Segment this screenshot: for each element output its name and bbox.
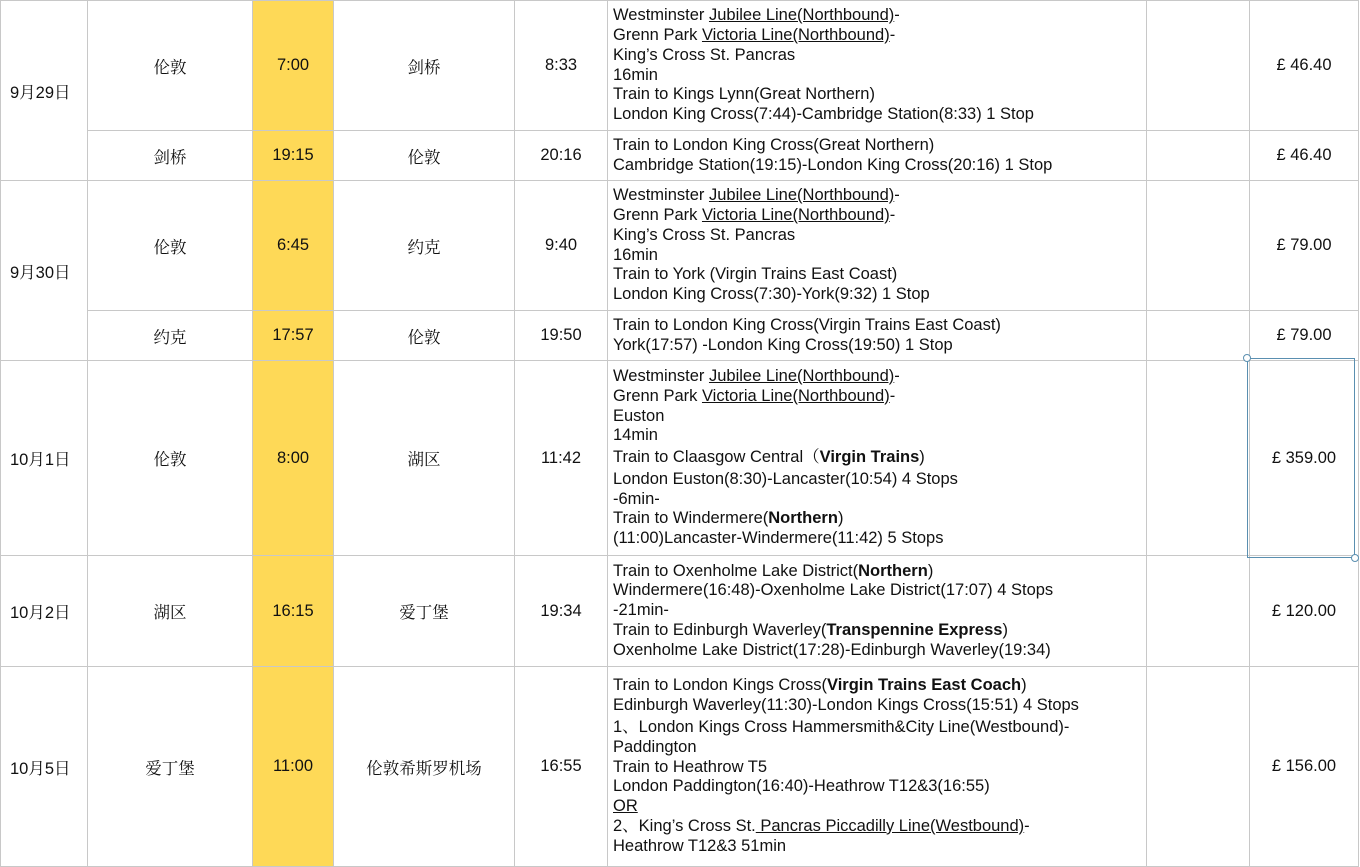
price-cell[interactable]: £ 79.00 xyxy=(1250,181,1359,311)
date-cell[interactable]: 9月29日 xyxy=(1,1,88,181)
route-detail-cell[interactable] xyxy=(608,1,1147,131)
price-cell[interactable]: £ 46.40 xyxy=(1250,131,1359,181)
route-text: Grenn Park xyxy=(613,25,702,44)
empty-cell[interactable] xyxy=(1147,556,1250,667)
route-line xyxy=(613,738,1146,758)
route-line xyxy=(613,186,1146,206)
route-text: Cambridge Station(19:15)-London King Cross(20:16) 1 Stop xyxy=(613,155,1053,174)
route-detail-cell[interactable] xyxy=(608,311,1147,361)
route-text: York(17:57) -London King Cross(19:50) 1 Stop xyxy=(613,335,953,354)
route-line xyxy=(613,105,1146,125)
route-text: 1、London Kings Cross Hammersmith&City Line(Westbound)- xyxy=(613,718,1070,736)
depart-time-cell[interactable]: 7:00 xyxy=(253,1,334,131)
price-cell[interactable]: £ 359.00 xyxy=(1250,361,1359,556)
arrive-time-cell[interactable]: 19:50 xyxy=(515,311,608,361)
route-line xyxy=(613,426,1146,446)
depart-time-cell[interactable]: 17:57 xyxy=(253,311,334,361)
route-line xyxy=(613,676,1146,696)
route-line xyxy=(613,509,1146,529)
route-text: Victoria Line(Northbound) xyxy=(701,386,890,405)
arrive-time-cell[interactable]: 9:40 xyxy=(515,181,608,311)
route-line xyxy=(613,529,1146,549)
route-text: Train to Edinburgh Waverley( xyxy=(613,620,827,639)
route-text: - xyxy=(889,205,896,224)
route-text: Train to Windermere( xyxy=(613,509,769,528)
route-line xyxy=(613,490,1146,510)
route-text: Pancras Piccadilly Line(Westbound) xyxy=(755,816,1025,835)
route-text: Victoria Line(Northbound) xyxy=(701,25,890,44)
route-text: Jubilee Line(Northbound) xyxy=(708,366,895,385)
from-city-cell[interactable]: 伦敦 xyxy=(88,181,253,311)
route-text: Grenn Park xyxy=(613,386,702,405)
route-text: Train to Claasgow Central（ xyxy=(613,448,820,467)
route-text: (11:00)Lancaster-Windermere(11:42) 5 Stops xyxy=(613,529,944,548)
route-text: Virgin Trains East Coach xyxy=(827,676,1022,695)
from-city-cell[interactable]: 爱丁堡 xyxy=(88,667,253,867)
route-text: London Euston(8:30)-Lancaster(10:54) 4 Stops xyxy=(613,469,958,488)
price-cell[interactable]: £ 120.00 xyxy=(1250,556,1359,667)
route-text: Train to London King Cross(Great Northern) xyxy=(613,135,935,154)
route-text: Edinburgh Waverley(11:30)-London Kings Cross(15:51) 4 Stops xyxy=(613,696,1079,715)
route-line xyxy=(613,367,1146,387)
to-city-cell[interactable]: 湖区 xyxy=(334,361,515,556)
route-text: Grenn Park xyxy=(613,205,702,224)
depart-time-cell[interactable]: 19:15 xyxy=(253,131,334,181)
empty-cell[interactable] xyxy=(1147,667,1250,867)
route-text: King’s Cross St. Pancras xyxy=(613,225,796,244)
route-text: ) xyxy=(919,448,925,467)
route-text: Northern xyxy=(768,509,838,528)
from-city-cell[interactable]: 伦敦 xyxy=(88,361,253,556)
route-line xyxy=(613,448,1146,468)
route-text: Train to Oxenholme Lake District( xyxy=(613,561,859,580)
route-line xyxy=(613,6,1146,26)
depart-time-cell[interactable]: 11:00 xyxy=(253,667,334,867)
date-cell[interactable]: 10月1日 xyxy=(1,361,88,556)
route-line xyxy=(613,837,1146,857)
price-cell[interactable]: £ 156.00 xyxy=(1250,667,1359,867)
route-line xyxy=(613,696,1146,716)
route-text: Oxenholme Lake District(17:28)-Edinburgh Waverley(19:34) xyxy=(613,640,1051,659)
price-cell[interactable]: £ 79.00 xyxy=(1250,311,1359,361)
arrive-time-cell[interactable]: 16:55 xyxy=(515,667,608,867)
route-text: - xyxy=(894,6,900,25)
route-text: Euston xyxy=(613,406,665,425)
route-text: Heathrow T12&3 51min xyxy=(613,836,787,855)
arrive-time-cell[interactable]: 8:33 xyxy=(515,1,608,131)
to-city-cell[interactable]: 伦敦希斯罗机场 xyxy=(334,667,515,867)
route-line xyxy=(613,156,1146,176)
route-text: Transpennine Express xyxy=(826,620,1003,639)
route-detail-cell[interactable] xyxy=(608,667,1147,867)
route-line xyxy=(613,581,1146,601)
to-city-cell[interactable]: 伦敦 xyxy=(334,131,515,181)
depart-time-cell[interactable]: 6:45 xyxy=(253,181,334,311)
from-city-cell[interactable]: 湖区 xyxy=(88,556,253,667)
route-line xyxy=(613,85,1146,105)
empty-cell[interactable] xyxy=(1147,181,1250,311)
price-cell[interactable]: £ 46.40 xyxy=(1250,1,1359,131)
route-text: - xyxy=(889,25,896,44)
empty-cell[interactable] xyxy=(1147,1,1250,131)
route-text: Virgin Trains xyxy=(819,448,920,467)
table-row xyxy=(1,667,1359,867)
route-text: Train to Kings Lynn(Great Northern) xyxy=(613,85,875,104)
route-text: Westminster xyxy=(613,186,709,205)
from-city-cell[interactable]: 剑桥 xyxy=(88,131,253,181)
arrive-time-cell[interactable]: 11:42 xyxy=(515,361,608,556)
date-cell[interactable]: 10月5日 xyxy=(1,667,88,867)
route-text: Paddington xyxy=(613,737,697,756)
route-line xyxy=(613,246,1146,266)
route-text: - xyxy=(894,366,900,385)
to-city-cell[interactable]: 剑桥 xyxy=(334,1,515,131)
route-text: London King Cross(7:44)-Cambridge Station(8:33) 1 Stop xyxy=(613,105,1034,124)
depart-time-cell[interactable]: 16:15 xyxy=(253,556,334,667)
table-row xyxy=(1,131,1359,181)
route-line xyxy=(613,817,1146,837)
to-city-cell[interactable]: 爱丁堡 xyxy=(334,556,515,667)
table-row xyxy=(1,181,1359,311)
route-line xyxy=(613,407,1146,427)
route-text: -6min- xyxy=(613,489,660,508)
route-line xyxy=(613,26,1146,46)
route-text: Jubilee Line(Northbound) xyxy=(708,186,895,205)
route-text: ) xyxy=(1021,676,1027,695)
route-line xyxy=(613,316,1146,336)
route-line xyxy=(613,621,1146,641)
route-text: 16min xyxy=(613,65,658,84)
route-text: Northern xyxy=(858,561,928,580)
route-detail-cell[interactable] xyxy=(608,556,1147,667)
route-text: 16min xyxy=(613,245,658,264)
arrive-time-cell[interactable]: 19:34 xyxy=(515,556,608,667)
route-text: OR xyxy=(613,797,638,816)
route-line xyxy=(613,470,1146,490)
route-detail-cell[interactable] xyxy=(608,181,1147,311)
route-text: King’s Cross St. Pancras xyxy=(613,45,796,64)
route-line xyxy=(613,46,1146,66)
arrive-time-cell[interactable]: 20:16 xyxy=(515,131,608,181)
route-line xyxy=(613,797,1146,817)
route-text: London King Cross(7:30)-York(9:32) 1 Stop xyxy=(613,285,930,304)
empty-cell[interactable] xyxy=(1147,361,1250,556)
route-line xyxy=(613,387,1146,407)
route-line xyxy=(613,136,1146,156)
route-text: Train to York (Virgin Trains East Coast) xyxy=(613,265,898,284)
route-line xyxy=(613,206,1146,226)
route-line xyxy=(613,285,1146,305)
route-line xyxy=(613,66,1146,86)
route-text: Victoria Line(Northbound) xyxy=(701,205,890,224)
empty-cell[interactable] xyxy=(1147,131,1250,181)
route-text: -21min- xyxy=(613,601,669,620)
table-row xyxy=(1,361,1359,556)
table-row xyxy=(1,311,1359,361)
route-line xyxy=(613,758,1146,778)
route-text: - xyxy=(889,386,896,405)
from-city-cell[interactable]: 约克 xyxy=(88,311,253,361)
to-city-cell[interactable]: 约克 xyxy=(334,181,515,311)
from-city-cell[interactable]: 伦敦 xyxy=(88,1,253,131)
route-text: - xyxy=(894,186,900,205)
route-text: Train to London King Cross(Virgin Trains East Coast) xyxy=(613,315,1001,334)
route-line xyxy=(613,226,1146,246)
route-text: ) xyxy=(1002,620,1008,639)
route-line xyxy=(613,718,1146,738)
selection-handle-top-left[interactable] xyxy=(1243,354,1251,362)
route-text: ) xyxy=(837,509,844,528)
route-text: London Paddington(16:40)-Heathrow T12&3(16:55) xyxy=(613,777,990,796)
route-text: Train to Heathrow T5 xyxy=(613,757,768,776)
date-cell[interactable]: 10月2日 xyxy=(1,556,88,667)
route-text: - xyxy=(1024,816,1030,835)
empty-cell[interactable] xyxy=(1147,311,1250,361)
table-row xyxy=(1,1,1359,131)
date-cell[interactable]: 9月30日 xyxy=(1,181,88,361)
route-text: 14min xyxy=(613,426,658,445)
route-line xyxy=(613,601,1146,621)
route-detail-cell[interactable] xyxy=(608,361,1147,556)
to-city-cell[interactable]: 伦敦 xyxy=(334,311,515,361)
route-line xyxy=(613,641,1146,661)
route-text: Westminster xyxy=(613,366,709,385)
route-text: Train to London Kings Cross( xyxy=(613,676,827,695)
route-text: Westminster xyxy=(613,6,709,25)
route-line xyxy=(613,336,1146,356)
table-row xyxy=(1,556,1359,667)
route-text: Jubilee Line(Northbound) xyxy=(708,6,895,25)
selection-handle-bottom-right[interactable] xyxy=(1351,554,1359,562)
route-line xyxy=(613,562,1146,582)
route-detail-cell[interactable] xyxy=(608,131,1147,181)
route-line xyxy=(613,777,1146,797)
depart-time-cell[interactable]: 8:00 xyxy=(253,361,334,556)
route-line xyxy=(613,265,1146,285)
route-text: ) xyxy=(927,561,934,580)
route-text: 2、King’s Cross St. xyxy=(613,816,756,835)
route-text: Windermere(16:48)-Oxenholme Lake District(17:07) 4 Stops xyxy=(613,581,1054,600)
